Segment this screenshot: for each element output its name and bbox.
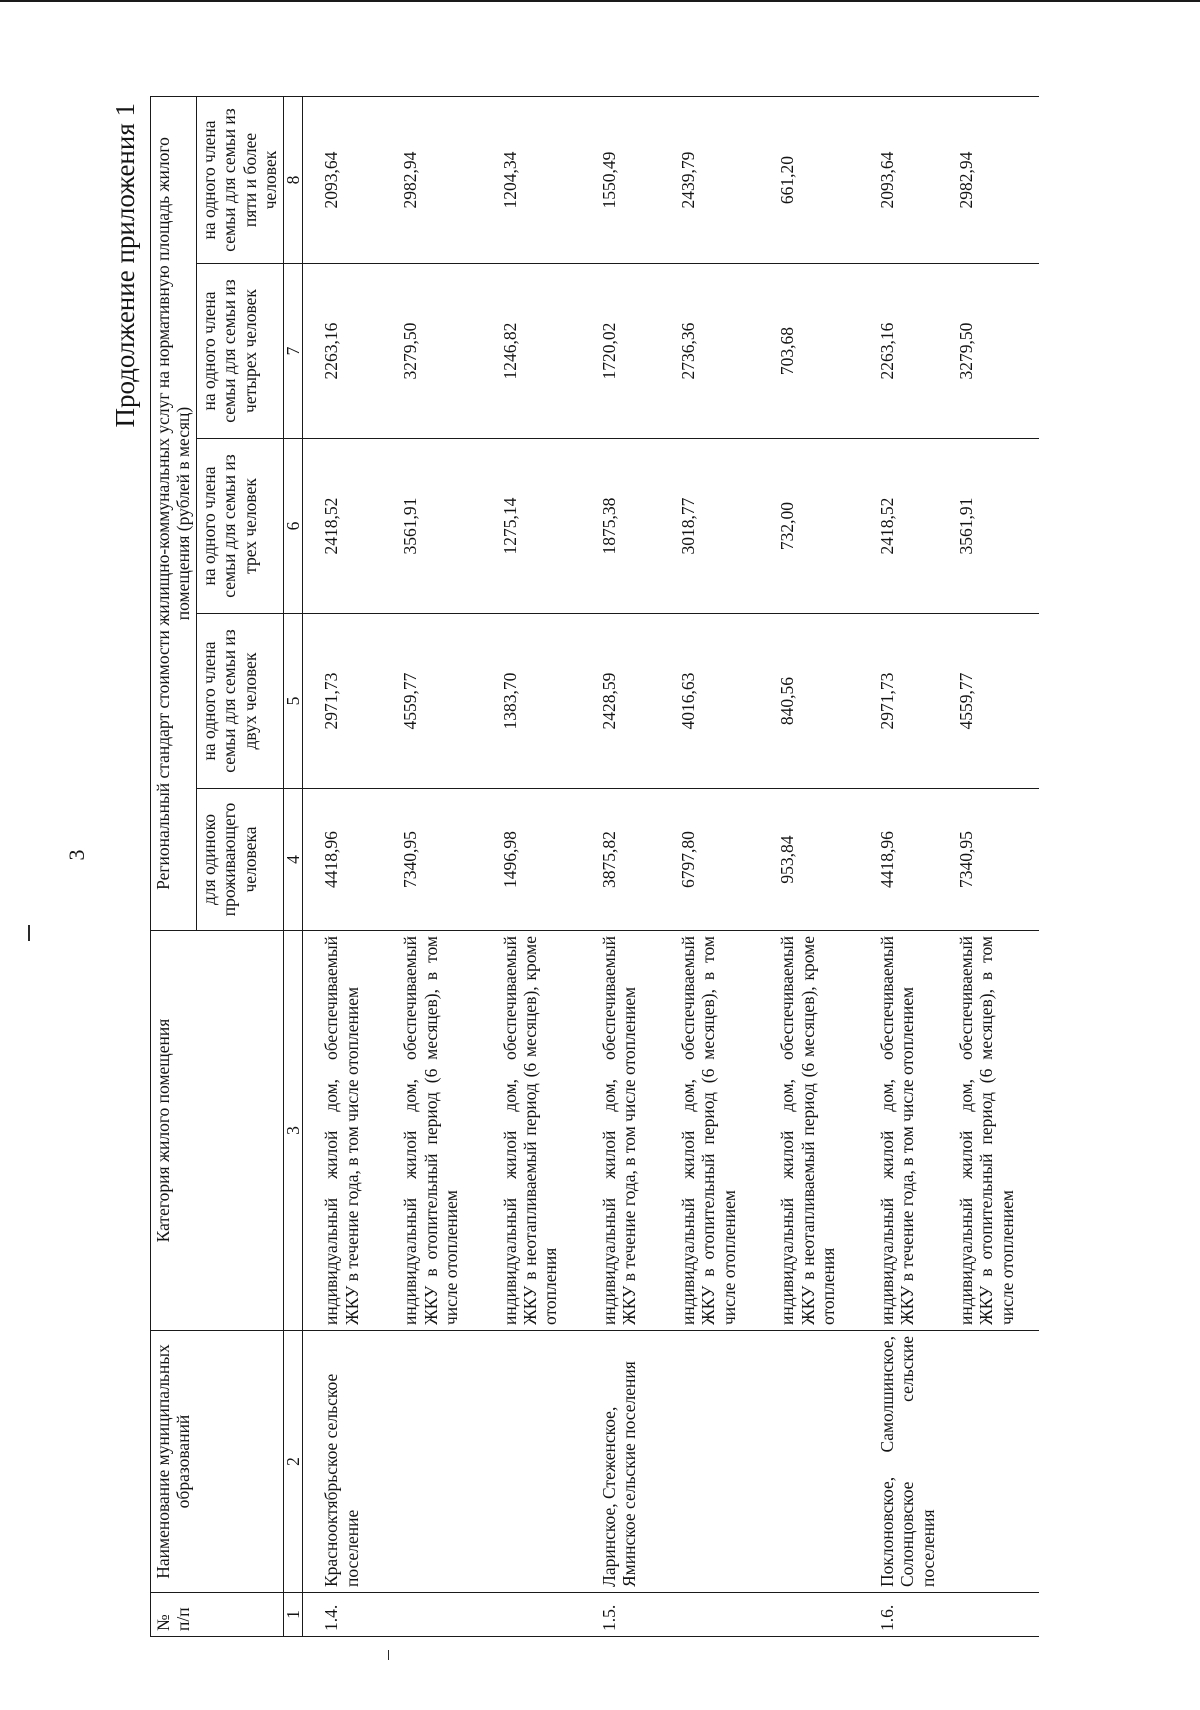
value-cell: 661,20: [761, 97, 860, 264]
column-number: 2: [283, 1331, 302, 1593]
value-cell: 4016,63: [662, 614, 761, 789]
header-col-8: на одного члена семьи для семьи из пяти и более человек: [196, 97, 283, 264]
value-cell: 1383,70: [484, 614, 583, 789]
value-cell: 2263,16: [303, 264, 384, 439]
column-number: 3: [283, 931, 302, 1331]
scan-mark: [28, 925, 30, 941]
housing-category: индивидуальный жилой дом, обеспечиваемый ЖКУ в отопительный период (6 месяцев), в том числе отоплением: [384, 931, 483, 1331]
value-cell: 2093,64: [303, 97, 384, 264]
value-cell: 2428,59: [583, 614, 662, 789]
value-cell: 7340,95: [940, 789, 1039, 931]
value-cell: 2439,79: [662, 97, 761, 264]
value-cell: 1275,14: [484, 439, 583, 614]
page-number: 3: [64, 849, 89, 861]
value-cell: 953,84: [761, 789, 860, 931]
value-cell: 732,00: [761, 439, 860, 614]
value-cell: 3279,50: [384, 264, 483, 439]
value-cell: 1550,49: [583, 97, 662, 264]
value-cell: 4418,96: [861, 789, 940, 931]
value-cell: 2971,73: [861, 614, 940, 789]
value-cell: 1246,82: [484, 264, 583, 439]
value-cell: 3875,82: [583, 789, 662, 931]
value-cell: 3279,50: [940, 264, 1039, 439]
header-no: № п/п: [151, 1593, 284, 1637]
value-cell: 2093,64: [861, 97, 940, 264]
value-cell: 3018,77: [662, 439, 761, 614]
value-cell: 2736,36: [662, 264, 761, 439]
value-cell: 1720,02: [583, 264, 662, 439]
header-municipality: Наименование муниципальных образований: [151, 1331, 284, 1593]
housing-category: индивидуальный жилой дом, обеспечиваемый ЖКУ в неотапливаемый период (6 месяцев), кроме отопления: [484, 931, 583, 1331]
row-number: 1.5.: [583, 1593, 861, 1637]
header-col-4: для одиноко проживающего человека: [196, 789, 283, 931]
header-category: Категория жилого помещения: [151, 931, 284, 1331]
scan-edge: [0, 0, 1200, 2]
header-standard-group: Региональный стандарт стоимости жилищно-коммунальных услуг на нормативную площадь жилого помещения (рублей в месяц): [151, 97, 197, 931]
column-number: 1: [283, 1593, 302, 1637]
table-row: [303, 97, 384, 1637]
housing-category: индивидуальный жилой дом, обеспечиваемый ЖКУ в течение года, в том числе отоплением: [583, 931, 662, 1331]
value-cell: 2263,16: [861, 264, 940, 439]
housing-category: индивидуальный жилой дом, обеспечиваемый ЖКУ в течение года, в том числе отоплением: [303, 931, 384, 1331]
value-cell: 2418,52: [303, 439, 384, 614]
value-cell: 2418,52: [861, 439, 940, 614]
value-cell: 840,56: [761, 614, 860, 789]
value-cell: 7340,95: [384, 789, 483, 931]
value-cell: 6797,80: [662, 789, 761, 931]
column-number: 5: [283, 614, 302, 789]
header-col-5: на одного члена семьи для семьи из двух человек: [196, 614, 283, 789]
document-page: [50, 25, 1150, 1685]
housing-category: индивидуальный жилой дом, обеспечиваемый ЖКУ в течение года, в том числе отоплением: [861, 931, 940, 1331]
value-cell: 1204,34: [484, 97, 583, 264]
value-cell: 3561,91: [940, 439, 1039, 614]
column-number: 8: [283, 97, 302, 264]
value-cell: 703,68: [761, 264, 860, 439]
table-row: [583, 97, 662, 1637]
value-cell: 1875,38: [583, 439, 662, 614]
column-number: 7: [283, 264, 302, 439]
housing-category: индивидуальный жилой дом, обеспечиваемый ЖКУ в отопительный период (6 месяцев), в том числе отоплением: [662, 931, 761, 1331]
housing-category: индивидуальный жилой дом, обеспечиваемый ЖКУ в отопительный период (6 месяцев), в том числе отоплением: [940, 931, 1039, 1331]
municipality-name: Ларинское, Стеженское, Яминское сельские поселения: [583, 1331, 861, 1593]
standards-table: [150, 96, 1039, 1637]
value-cell: 4418,96: [303, 789, 384, 931]
value-cell: 2982,94: [940, 97, 1039, 264]
table-row: [861, 97, 940, 1637]
value-cell: 3561,91: [384, 439, 483, 614]
value-cell: 2971,73: [303, 614, 384, 789]
header-col-6: на одного члена семьи для семьи из трех человек: [196, 439, 283, 614]
municipality-name: Краснооктябрьское сельское поселение: [303, 1331, 583, 1593]
row-number: 1.4.: [303, 1593, 583, 1637]
header-col-7: на одного члена семьи для семьи из четырех человек: [196, 264, 283, 439]
housing-category: индивидуальный жилой дом, обеспечиваемый ЖКУ в неотапливаемый период (6 месяцев), кроме отопления: [761, 931, 860, 1331]
appendix-title: Продолжение приложения 1: [110, 103, 140, 428]
column-number: 6: [283, 439, 302, 614]
value-cell: 1496,98: [484, 789, 583, 931]
value-cell: 2982,94: [384, 97, 483, 264]
value-cell: 4559,77: [384, 614, 483, 789]
municipality-name: Поклоновское, Самолшинское, Солонцовское сельские поселения: [861, 1331, 1039, 1593]
row-number: 1.6.: [861, 1593, 1039, 1637]
column-number: 4: [283, 789, 302, 931]
value-cell: 4559,77: [940, 614, 1039, 789]
